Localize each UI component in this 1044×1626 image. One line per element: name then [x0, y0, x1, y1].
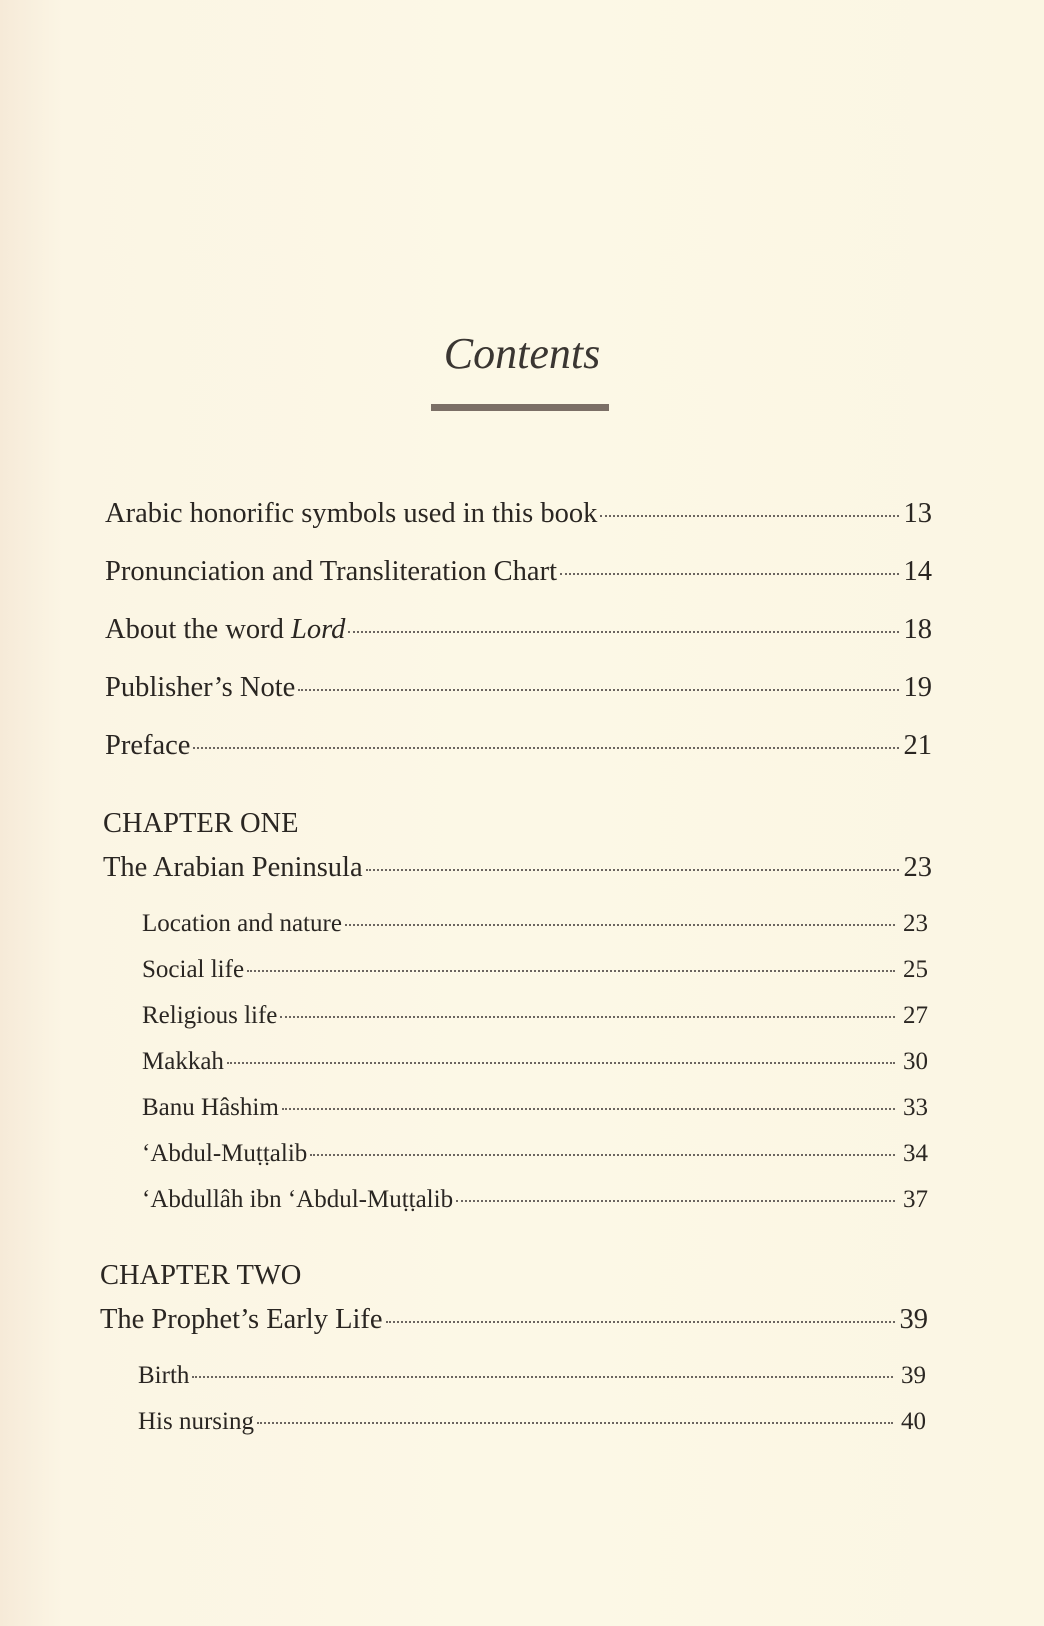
toc-subentry[interactable]: [138, 1408, 926, 1436]
toc-subentry[interactable]: [142, 1094, 928, 1122]
toc-subentry[interactable]: [142, 1048, 928, 1076]
page-number: 40: [901, 1408, 926, 1435]
dot-leader: [600, 515, 899, 517]
dot-leader: [366, 869, 899, 871]
entry-label: Religious life: [142, 1002, 278, 1029]
entry-label: His nursing: [138, 1408, 254, 1435]
page-number: 39: [899, 1304, 928, 1335]
entry-label: Birth: [138, 1362, 190, 1389]
page-number: 39: [901, 1362, 926, 1389]
toc-subentry[interactable]: [142, 1002, 928, 1030]
entry-label: Social life: [142, 956, 245, 983]
dot-leader: [257, 1422, 893, 1424]
toc-subentry[interactable]: [142, 1140, 928, 1168]
entry-label: Banu Hâshim: [142, 1094, 279, 1121]
chapter-heading: CHAPTER TWO: [100, 1260, 302, 1291]
page-number: 30: [903, 1048, 928, 1075]
entry-label: ‘Abdullâh ibn ‘Abdul-Muṭṭalib: [142, 1186, 454, 1213]
entry-label-italic: Lord: [291, 614, 346, 645]
dot-leader: [386, 1321, 895, 1323]
dot-leader: [298, 689, 899, 691]
entry-label: The Arabian Peninsula: [103, 852, 363, 883]
page-number: 21: [903, 730, 932, 761]
entry-label: Pronunciation and Transliteration Chart: [105, 556, 557, 587]
toc-subentry[interactable]: [142, 910, 928, 938]
dot-leader: [560, 573, 899, 575]
chapter-title-entry[interactable]: [100, 1304, 928, 1336]
page-number: 19: [903, 672, 932, 703]
dot-leader: [282, 1108, 895, 1110]
toc-entry[interactable]: [105, 614, 932, 646]
page-number: 14: [903, 556, 932, 587]
entry-label: Arabic honorific symbols used in this book: [105, 498, 598, 529]
page-number: 37: [903, 1186, 928, 1213]
entry-label: [105, 614, 345, 646]
dot-leader: [280, 1016, 895, 1018]
page-number: 18: [903, 614, 932, 645]
page-title: Contents: [443, 329, 601, 378]
chapter-title-entry[interactable]: [103, 852, 932, 884]
chapter-heading: CHAPTER ONE: [103, 808, 299, 839]
page-number: 33: [903, 1094, 928, 1121]
title-underline: [431, 404, 609, 411]
entry-label-text: About the word: [105, 614, 292, 645]
dot-leader: [310, 1154, 895, 1156]
entry-label: ‘Abdul-Muṭṭalib: [142, 1140, 308, 1167]
entry-label: The Prophet’s Early Life: [100, 1304, 383, 1335]
page-number: 23: [903, 852, 932, 883]
toc-subentry[interactable]: [142, 1186, 928, 1214]
toc-subentry[interactable]: [138, 1362, 926, 1390]
page-number: 13: [903, 498, 932, 529]
dot-leader: [192, 1376, 893, 1378]
entry-label: Preface: [105, 730, 191, 761]
toc-subentry[interactable]: [142, 956, 928, 984]
page-number: 25: [903, 956, 928, 983]
toc-entry[interactable]: [105, 672, 932, 704]
page-number: 23: [903, 910, 928, 937]
dot-leader: [247, 970, 895, 972]
toc-entry[interactable]: [105, 730, 932, 762]
dot-leader: [345, 924, 895, 926]
entry-label: Makkah: [142, 1048, 224, 1075]
dot-leader: [193, 747, 899, 749]
entry-label: Location and nature: [142, 910, 342, 937]
entry-label: Publisher’s Note: [105, 672, 296, 703]
dot-leader: [348, 631, 899, 633]
page-number: 34: [903, 1140, 928, 1167]
dot-leader: [456, 1200, 895, 1202]
toc-entry[interactable]: [105, 498, 932, 530]
page-number: 27: [903, 1002, 928, 1029]
toc-entry[interactable]: [105, 556, 932, 588]
dot-leader: [227, 1062, 895, 1064]
